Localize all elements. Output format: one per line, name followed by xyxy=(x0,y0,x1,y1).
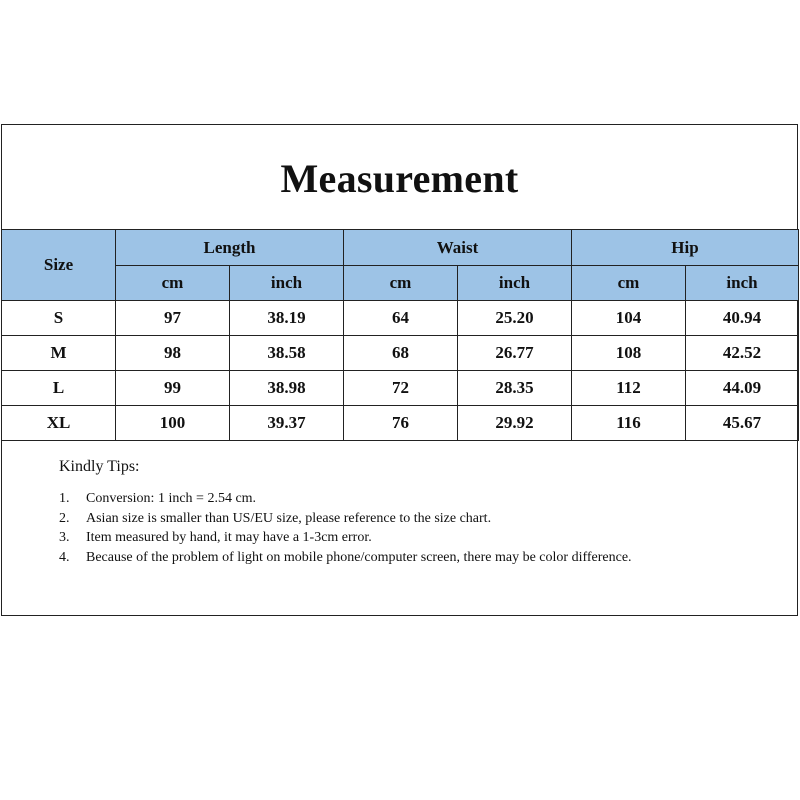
value-cell: 76 xyxy=(344,406,458,441)
value-cell: 39.37 xyxy=(230,406,344,441)
tip-text: Item measured by hand, it may have a 1-3cm error. xyxy=(86,530,372,545)
unit-header: cm xyxy=(344,266,458,301)
size-table xyxy=(1,229,799,441)
value-cell: 99 xyxy=(116,371,230,406)
tips-list xyxy=(59,489,676,567)
tip-number: 4. xyxy=(59,549,70,565)
value-cell: 116 xyxy=(572,406,686,441)
size-cell: M xyxy=(2,336,116,371)
unit-header: inch xyxy=(686,266,799,301)
hip-header: Hip xyxy=(572,230,799,266)
list-item xyxy=(59,509,676,529)
kindly-tips xyxy=(59,457,676,567)
value-cell: 28.35 xyxy=(458,371,572,406)
size-chart-frame xyxy=(1,124,798,616)
value-cell: 108 xyxy=(572,336,686,371)
unit-header: inch xyxy=(230,266,344,301)
unit-header: inch xyxy=(458,266,572,301)
value-cell: 98 xyxy=(116,336,230,371)
size-header: Size xyxy=(2,230,116,301)
table-row xyxy=(2,336,799,371)
value-cell: 68 xyxy=(344,336,458,371)
value-cell: 38.58 xyxy=(230,336,344,371)
value-cell: 38.19 xyxy=(230,301,344,336)
table-row xyxy=(2,371,799,406)
value-cell: 97 xyxy=(116,301,230,336)
tip-number: 1. xyxy=(59,491,70,506)
page-title: Measurement xyxy=(280,156,519,201)
table-row xyxy=(2,406,799,441)
tip-number: 3. xyxy=(59,530,70,545)
unit-header: cm xyxy=(116,266,230,301)
list-item xyxy=(59,548,676,568)
table-row xyxy=(2,301,799,336)
tip-number: 2. xyxy=(59,510,70,526)
value-cell: 104 xyxy=(572,301,686,336)
value-cell: 40.94 xyxy=(686,301,799,336)
size-cell: S xyxy=(2,301,116,336)
value-cell: 42.52 xyxy=(686,336,799,371)
tip-text: Asian size is smaller than US/EU size, please reference to the size chart. xyxy=(86,510,492,526)
list-item xyxy=(59,528,676,548)
waist-header: Waist xyxy=(344,230,572,266)
unit-header: cm xyxy=(572,266,686,301)
length-header: Length xyxy=(116,230,344,266)
value-cell: 72 xyxy=(344,371,458,406)
tip-text: Because of the problem of light on mobile phone/computer screen, there may be color difference. xyxy=(86,549,632,565)
tips-title: Kindly Tips: xyxy=(59,458,140,475)
size-cell: XL xyxy=(2,406,116,441)
value-cell: 25.20 xyxy=(458,301,572,336)
size-cell: L xyxy=(2,371,116,406)
tip-text: Conversion: 1 inch = 2.54 cm. xyxy=(86,491,257,506)
value-cell: 44.09 xyxy=(686,371,799,406)
value-cell: 45.67 xyxy=(686,406,799,441)
value-cell: 38.98 xyxy=(230,371,344,406)
value-cell: 112 xyxy=(572,371,686,406)
value-cell: 64 xyxy=(344,301,458,336)
list-item xyxy=(59,489,676,509)
value-cell: 26.77 xyxy=(458,336,572,371)
value-cell: 100 xyxy=(116,406,230,441)
value-cell: 29.92 xyxy=(458,406,572,441)
